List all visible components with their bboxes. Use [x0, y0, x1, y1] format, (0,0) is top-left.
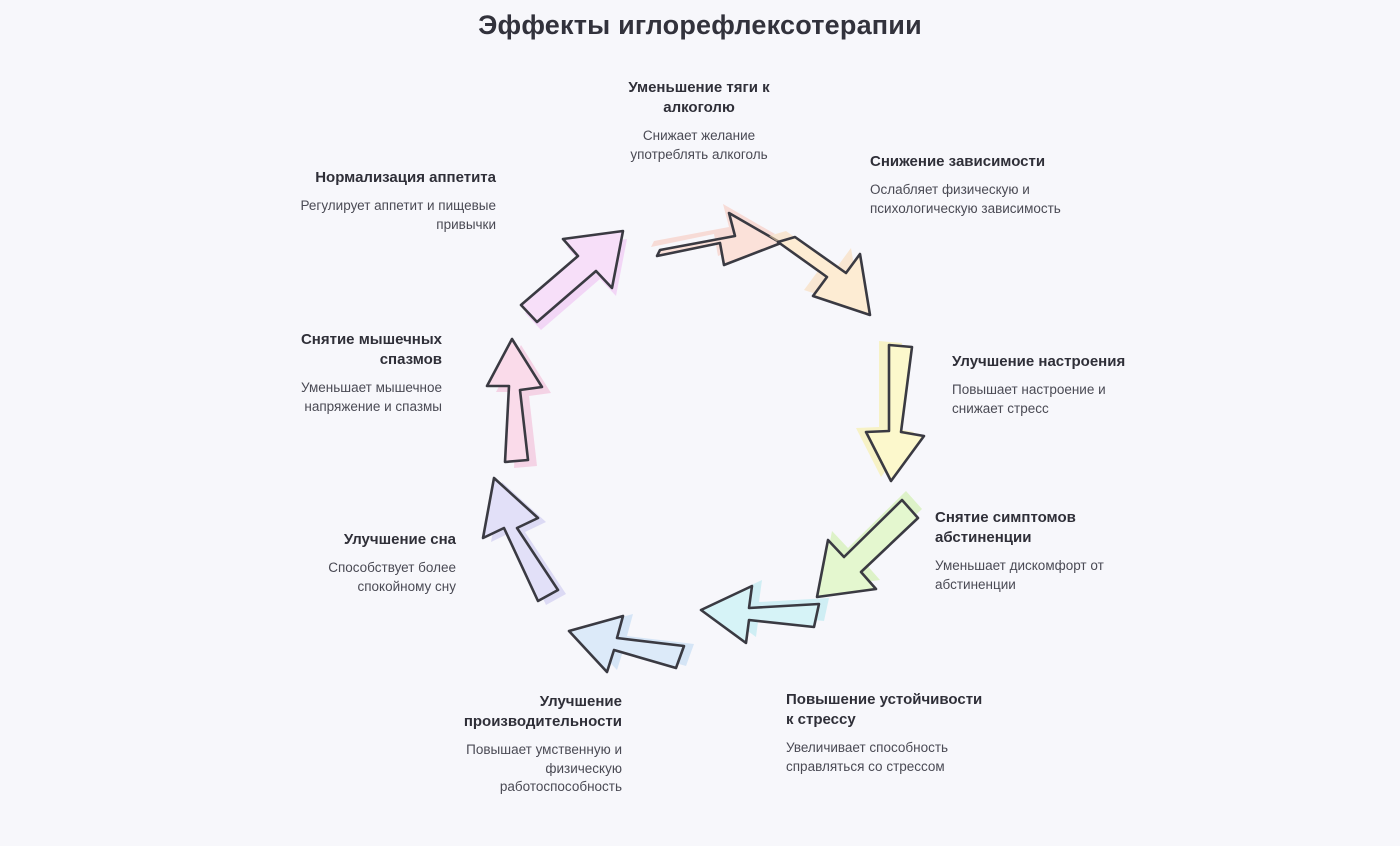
- page-title: Эффекты иглорефлексотерапии: [478, 10, 922, 40]
- cycle-node-1: [870, 152, 1070, 218]
- arrow-segment-5: [569, 614, 694, 672]
- cycle-node-5: [420, 692, 622, 797]
- cycle-node-0: [604, 78, 794, 164]
- cycle-node-6: [260, 530, 456, 596]
- arrow-segment-2: [856, 341, 924, 481]
- cycle-node-2: [952, 352, 1152, 418]
- arrow-segment-6: [483, 478, 566, 605]
- arrow-segment-7: [487, 339, 551, 468]
- cycle-node-2-desc: Повышает настроение и снижает стресс: [952, 381, 1106, 416]
- cycle-node-5-desc: Повышает умственную и физическую работоспособность: [466, 741, 622, 795]
- arrow-segment-3: [817, 491, 922, 597]
- cycle-node-3-title: Снятие симптомов абстиненции: [935, 509, 1076, 546]
- cycle-node-7-desc: Уменьшает мышечное напряжение и спазмы: [301, 379, 442, 414]
- cycle-node-1-desc: Ослабляет физическую и психологическую зависимость: [870, 181, 1061, 216]
- cycle-node-2-title: Улучшение настроения: [952, 353, 1126, 370]
- cycle-node-4: [786, 690, 986, 776]
- arrow-segment-0: [651, 204, 781, 265]
- cycle-node-3: [935, 508, 1145, 594]
- cycle-node-0-desc: Снижает желание употреблять алкоголь: [630, 127, 768, 162]
- cycle-node-8-desc: Регулирует аппетит и пищевые привычки: [300, 197, 496, 232]
- cycle-node-1-title: Снижение зависимости: [870, 153, 1046, 170]
- cycle-node-6-title: Улучшение сна: [343, 531, 456, 548]
- arrow-segment-4: [701, 580, 829, 643]
- cycle-node-8: [300, 168, 496, 234]
- cycle-node-8-title: Нормализация аппетита: [315, 169, 496, 186]
- cycle-node-0-title: Уменьшение тяги к алкоголю: [628, 79, 770, 116]
- arrow-segment-8: [521, 231, 627, 330]
- cycle-node-4-desc: Увеличивает способность справляться со стрессом: [786, 739, 949, 774]
- cycle-node-7: [270, 330, 442, 416]
- arrow-segment-1: [769, 231, 870, 315]
- cycle-node-4-title: Повышение устойчивости к стрессу: [786, 691, 983, 728]
- cycle-node-6-desc: Способствует более спокойному сну: [328, 559, 456, 594]
- cycle-node-7-title: Снятие мышечных спазмов: [300, 331, 442, 368]
- cycle-node-3-desc: Уменьшает дискомфорт от абстиненции: [935, 557, 1104, 592]
- cycle-node-5-title: Улучшение производительности: [463, 693, 622, 730]
